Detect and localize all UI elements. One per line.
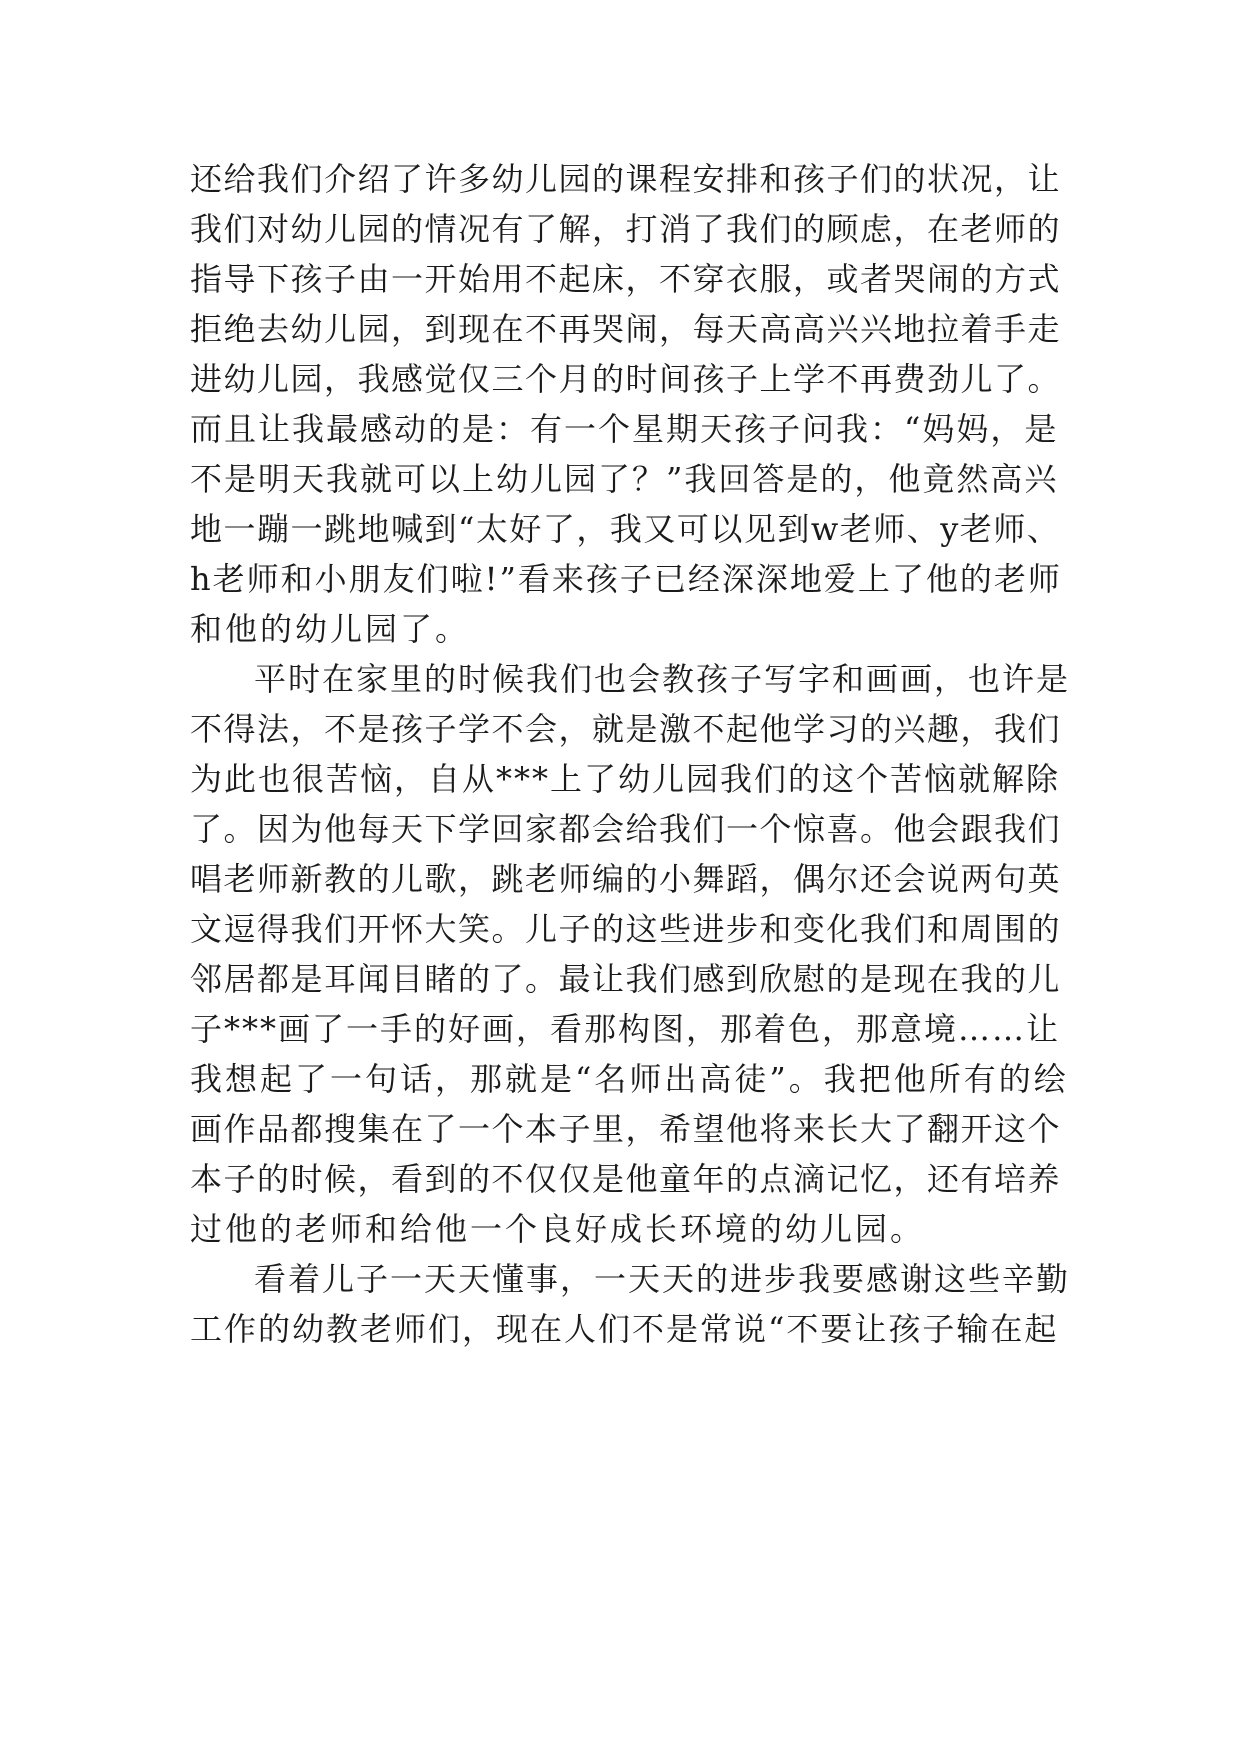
paragraph-first-line: 看着儿子一天天懂事，一天天的进步我要感谢这些辛勤	[254, 1260, 1071, 1298]
text-line: 不得法，不是孩子学不会，就是激不起他学习的兴趣，我们	[190, 710, 1062, 748]
text-line: 了。因为他每天下学回家都会给我们一个惊喜。他会跟我们	[190, 810, 1062, 848]
text-line: 还给我们介绍了许多幼儿园的课程安排和孩子们的状况，让	[190, 160, 1062, 198]
document-body	[190, 154, 1070, 1354]
text-line: 而且让我最感动的是：有一个星期天孩子问我：“妈妈，是	[190, 410, 1059, 448]
text-line: h老师和小朋友们啦!”看来孩子已经深深地爱上了他的老师	[190, 560, 1062, 598]
text-line: 我们对幼儿园的情况有了解，打消了我们的顾虑，在老师的	[190, 210, 1062, 248]
text-line: 工作的幼教老师们，现在人们不是常说“不要让孩子输在起	[190, 1310, 1059, 1348]
text-line: 我想起了一句话，那就是“名师出高徒”。我把他所有的绘	[190, 1060, 1069, 1098]
text-line: 进幼儿园，我感觉仅三个月的时间孩子上学不再费劲儿了。	[190, 360, 1062, 398]
text-line: 子***画了一手的好画，看那构图，那着色，那意境……让	[190, 1010, 1061, 1048]
text-line: 指导下孩子由一开始用不起床，不穿衣服，或者哭闹的方式	[190, 260, 1062, 298]
text-line: 文逗得我们开怀大笑。儿子的这些进步和变化我们和周围的	[190, 910, 1062, 948]
text-line: 邻居都是耳闻目睹的了。最让我们感到欣慰的是现在我的儿	[190, 960, 1062, 998]
paragraph-first-line: 平时在家里的时候我们也会教孩子写字和画画，也许是	[254, 660, 1071, 698]
text-line: 过他的老师和给他一个良好成长环境的幼儿园。	[190, 1210, 926, 1248]
text-line: 地一蹦一跳地喊到“太好了，我又可以见到w老师、y老师、	[190, 510, 1061, 548]
text-line: 和他的幼儿园了。	[190, 610, 471, 648]
text-line: 为此也很苦恼，自从***上了幼儿园我们的这个苦恼就解除	[190, 760, 1061, 798]
text-line: 不是明天我就可以上幼儿园了？”我回答是的，他竟然高兴	[190, 460, 1059, 498]
text-line: 本子的时候，看到的不仅仅是他童年的点滴记忆，还有培养	[190, 1160, 1062, 1198]
text-line: 画作品都搜集在了一个本子里，希望他将来长大了翻开这个	[190, 1110, 1062, 1148]
text-line: 拒绝去幼儿园，到现在不再哭闹，每天高高兴兴地拉着手走	[190, 310, 1062, 348]
text-line: 唱老师新教的儿歌，跳老师编的小舞蹈，偶尔还会说两句英	[190, 860, 1062, 898]
